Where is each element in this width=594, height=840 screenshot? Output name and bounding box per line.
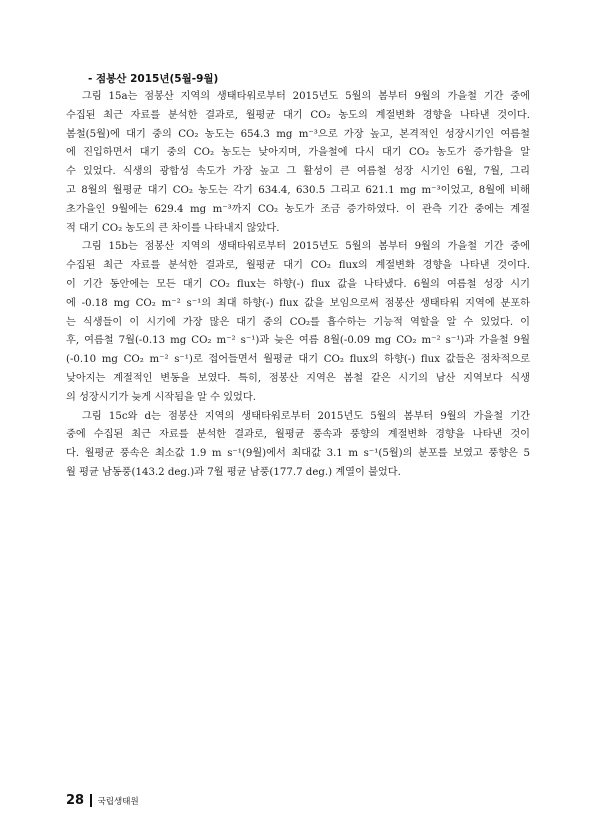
section-heading: - 점봉산 2015년(5월-9월) [88,73,219,85]
page-number: 28 [66,793,85,808]
body-text [66,88,530,483]
text-line: 적 대기 CO₂ 농도의 큰 차이를 나타내지 않았다. [66,222,280,234]
text-line: 고 8월의 월평균 대기 CO₂ 농도는 각기 634.4, 630.5 그리고 621.1 mg m⁻³이었고, 8월에 비해 [66,184,530,196]
text-line: 에 진입하면서 대기 중의 CO₂ 농도는 낮아지며, 가을철에 다시 대기 CO₂ 농도가 증가함을 알 [66,147,530,159]
text-line: 는 식생들이 이 시기에 가장 많은 대기 중의 CO₂를 흡수하는 기능적 역할을 알 수 있었다. 이 [66,316,530,328]
page-footer [66,793,139,808]
text-line: 그림 15b는 점봉산 지역의 생태타워로부터 2015년도 5월의 봄부터 9월의 가을철 기간 중에 [82,241,530,253]
text-line: 다. 월평균 풍속은 최소값 1.9 m s⁻¹(9월)에서 최대값 3.1 m s⁻¹(5월)의 분포를 보였고 풍향은 5 [66,448,530,460]
publisher-name: 국립생태원 [97,796,139,807]
text-line: 낮아지는 계절적인 변동을 보였다. 특히, 점봉산 지역은 봄철 같은 시기의 남산 지역보다 식생 [66,372,530,384]
text-line: (-0.10 mg CO₂ m⁻² s⁻¹)로 접어들면서 월평균 대기 CO₂ flux의 하향(-) flux 값들은 점차적으로 [66,354,530,366]
text-line: 월 평균 남동풍(143.2 deg.)과 7월 평균 남풍(177.7 deg.) 계열이 불었다. [66,466,401,478]
text-line: 에 -0.18 mg CO₂ m⁻² s⁻¹의 최대 하향(-) flux 값을 보임으로써 점봉산 생태타워 지역에 분포하 [66,297,530,309]
text-line: 의 성장시기가 늦게 시작됨을 알 수 있었다. [66,391,256,403]
text-line: 수집된 최근 자료를 분석한 결과로, 월평균 대기 CO₂ 농도의 계절변화 경향을 나타낸 것이다. [66,109,530,121]
text-line: 그림 15c와 d는 점봉산 지역의 생태타워로부터 2015년도 5월의 봄부터 9월의 가을철 기간 [82,410,530,422]
text-line: 중에 수집된 최근 자료를 분석한 결과로, 월평균 풍속과 풍향의 계절변화 경향을 나타낸 것이 [66,429,530,441]
text-line: 수집된 최근 자료를 분석한 결과로, 월평균 대기 CO₂ flux의 계절변화 경향을 나타낸 것이다. [66,260,530,272]
footer-divider [90,794,92,807]
text-line: 수 있었다. 식생의 광합성 속도가 가장 높고 그 활성이 큰 여름철 성장 시기인 6월, 7월, 그리 [66,166,530,178]
text-line: 봄철(5월)에 대기 중의 CO₂ 농도는 654.3 mg m⁻³으로 가장 높고, 본격적인 성장시기인 여름철 [66,128,530,140]
text-line: 초가을인 9월에는 629.4 mg m⁻³까지 CO₂ 농도가 조금 증가하였다. 이 관측 기간 중에는 계절 [66,203,530,215]
text-line: 이 기간 동안에는 모든 대기 CO₂ flux는 하향(-) flux 값을 나타냈다. 6월의 여름철 성장 시기 [66,278,530,290]
text-line: 그림 15a는 점봉산 지역의 생태타워로부터 2015년도 5월의 봄부터 9월의 가을철 기간 중에 [82,91,530,102]
text-line: 후, 여름철 7월(-0.13 mg CO₂ m⁻² s⁻¹)과 늦은 여름 8월(-0.09 mg CO₂ m⁻² s⁻¹)과 가을철 9월 [66,335,530,347]
